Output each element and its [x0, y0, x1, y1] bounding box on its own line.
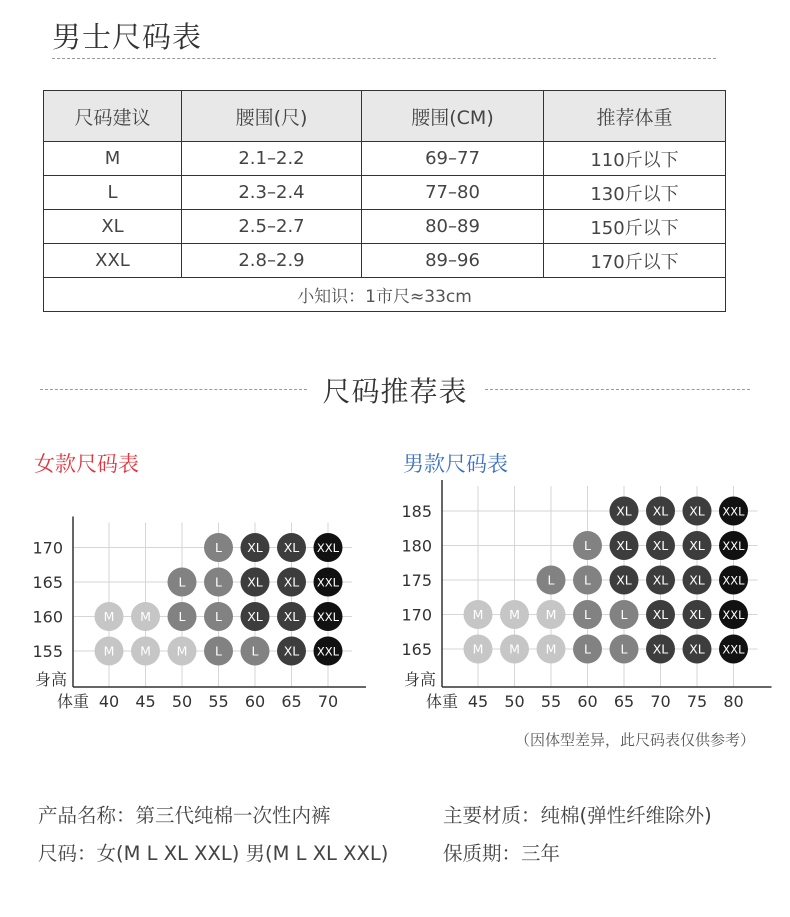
y-tick-label: 170	[32, 538, 63, 558]
cell-size: M	[44, 142, 182, 176]
y-tick-label: 180	[401, 536, 432, 556]
y-axis-label: 身高	[404, 670, 437, 689]
cell-weight: 150斤以下	[544, 210, 726, 244]
size-dot-label: L	[178, 609, 186, 624]
size-dot-label: L	[215, 643, 222, 659]
size-dot-label: XXL	[316, 541, 340, 555]
size-dot-label: XXL	[316, 644, 340, 659]
size-dot-label: XL	[283, 609, 300, 624]
size-dot-label: XL	[689, 641, 705, 657]
product-material: 主要材质：纯棉(弹性纤维除外)	[443, 804, 712, 827]
x-axis-label: 体重	[56, 692, 89, 711]
size-dot-label: M	[472, 641, 484, 657]
table-row	[44, 244, 726, 278]
y-tick-label: 165	[32, 573, 63, 592]
cell-waist-cm: 77–80	[362, 176, 544, 210]
size-dot-label: XL	[247, 574, 263, 590]
size-dot-label: XL	[247, 540, 263, 555]
header-waist-cm: 腰围(CM)	[362, 91, 544, 142]
men-size-table	[43, 90, 726, 312]
cell-waist-chi: 2.5–2.7	[182, 210, 362, 244]
size-dot-label: XL	[652, 572, 669, 588]
x-tick-label: 55	[540, 692, 562, 711]
size-dot-label: XL	[689, 572, 705, 588]
size-dot-label: M	[103, 609, 115, 624]
size-dot-label: XL	[616, 538, 632, 553]
size-dot-label: L	[251, 643, 259, 659]
x-tick-label: 70	[317, 692, 339, 711]
x-tick-label: 50	[504, 692, 525, 711]
size-dot-label: M	[545, 607, 557, 622]
size-dot-label: XXL	[722, 608, 745, 622]
x-tick-label: 45	[135, 692, 156, 711]
x-tick-label: 60	[577, 692, 598, 711]
x-tick-label: 65	[281, 692, 302, 711]
size-dot-label: XL	[689, 607, 705, 622]
table-note-row	[44, 278, 726, 312]
size-dot-label: XL	[689, 538, 705, 553]
y-tick-label: 170	[401, 605, 432, 625]
table-header-row	[44, 91, 726, 142]
size-dot-label: XXL	[722, 504, 745, 519]
x-tick-label: 60	[244, 692, 266, 711]
cell-weight: 130斤以下	[544, 176, 726, 210]
size-dot-label: XL	[247, 609, 263, 624]
size-dot-label: L	[547, 572, 555, 588]
x-tick-label: 50	[171, 692, 193, 711]
women-chart-title: 女款尺码表	[34, 452, 139, 476]
y-tick-label: 160	[32, 607, 63, 627]
y-axis-label: 身高	[35, 670, 68, 689]
y-tick-label: 165	[401, 640, 432, 659]
size-dot-label: L	[584, 538, 591, 553]
section-title: 尺码推荐表	[322, 375, 468, 408]
size-dot-label: L	[178, 574, 186, 590]
disclaimer-note: （因体型差异，此尺码表仅供参考）	[514, 731, 755, 749]
cell-waist-cm: 69–77	[362, 142, 544, 176]
size-dot-label: XL	[652, 607, 669, 622]
size-dot-label: XXL	[316, 610, 340, 624]
x-tick-label: 45	[467, 692, 489, 711]
cell-waist-chi: 2.3–2.4	[182, 176, 362, 210]
size-dot-label: L	[584, 607, 591, 622]
size-dot-label: XL	[652, 503, 669, 519]
x-tick-label: 80	[723, 692, 744, 711]
size-dot-label: L	[620, 641, 628, 657]
size-dot-label: M	[472, 607, 484, 622]
cell-size: L	[44, 176, 182, 210]
size-dot-label: XL	[616, 572, 632, 588]
x-tick-label: 75	[686, 692, 708, 711]
size-dot-label: M	[509, 641, 520, 657]
size-dot-label: L	[215, 609, 222, 624]
size-dot-label: XXL	[316, 575, 340, 590]
size-dot-label: XL	[283, 574, 300, 590]
size-dot-label: M	[103, 643, 115, 659]
size-dot-label: M	[140, 609, 151, 624]
cell-weight: 170斤以下	[544, 244, 726, 278]
product-name: 产品名称：第三代纯棉一次性内裤	[38, 804, 331, 827]
product-sizes: 尺码：女(M L XL XXL) 男(M L XL XXL)	[38, 842, 389, 865]
size-dot-label: XXL	[722, 573, 745, 588]
size-dot-label: M	[140, 643, 151, 659]
cell-size: XXL	[44, 244, 182, 278]
size-dot-label: XL	[616, 503, 632, 519]
cell-waist-chi: 2.1–2.2	[182, 142, 362, 176]
size-dot-label: M	[509, 607, 520, 622]
title-divider	[52, 58, 716, 59]
size-dot-label: L	[215, 540, 222, 555]
size-dot-label: M	[176, 643, 188, 659]
size-dot-label: XL	[283, 540, 300, 555]
header-size: 尺码建议	[44, 91, 182, 142]
cell-waist-chi: 2.8–2.9	[182, 244, 362, 278]
x-tick-label: 55	[208, 692, 229, 711]
size-dot-label: XL	[689, 503, 705, 519]
y-tick-label: 185	[401, 502, 432, 521]
conversion-note: 小知识：1市尺≈33cm	[44, 278, 726, 312]
cell-size: XL	[44, 210, 182, 244]
header-weight: 推荐体重	[544, 91, 726, 142]
size-dot-label: L	[215, 574, 222, 590]
size-dot-label: XL	[652, 538, 669, 553]
size-dot-label: L	[620, 607, 628, 622]
cell-weight: 110斤以下	[544, 142, 726, 176]
x-tick-label: 70	[650, 692, 671, 711]
header-waist-chi: 腰围(尺)	[182, 91, 362, 142]
table-row	[44, 210, 726, 244]
men-chart-title: 男款尺码表	[403, 452, 508, 476]
y-tick-label: 175	[401, 571, 432, 590]
y-tick-label: 155	[32, 642, 63, 661]
x-tick-label: 40	[98, 692, 120, 711]
size-dot-label: XXL	[722, 539, 745, 553]
size-dot-label: XL	[283, 643, 300, 659]
size-dot-label: XL	[652, 641, 669, 657]
size-dot-label: L	[584, 572, 591, 588]
x-tick-label: 65	[613, 692, 635, 711]
men-size-chart	[390, 480, 790, 720]
cell-waist-cm: 80–89	[362, 210, 544, 244]
x-axis-label: 体重	[425, 692, 458, 711]
cell-waist-cm: 89–96	[362, 244, 544, 278]
table-row	[44, 176, 726, 210]
page-title: 男士尺码表	[52, 20, 203, 54]
size-dot-label: M	[545, 641, 557, 657]
section-divider-right	[485, 389, 750, 390]
size-dot-label: XXL	[722, 642, 745, 657]
size-dot-label: L	[584, 641, 591, 657]
table-row	[44, 142, 726, 176]
product-shelf-life: 保质期：三年	[443, 842, 561, 865]
women-size-chart	[0, 495, 390, 720]
